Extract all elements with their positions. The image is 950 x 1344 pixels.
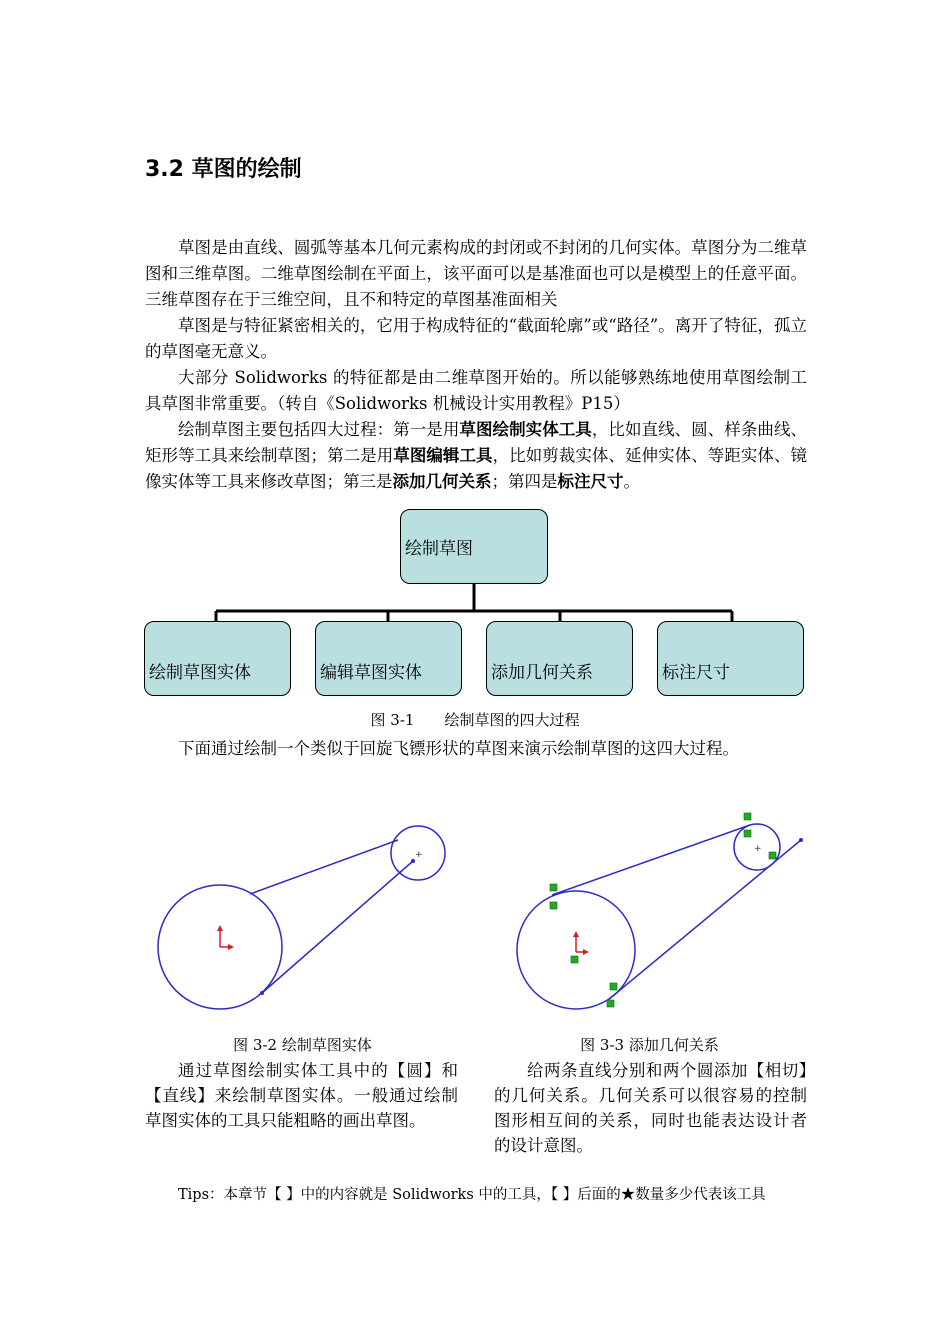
center-mark-icon: +: [415, 850, 423, 860]
figure-3-3-sketch: [500, 805, 820, 1030]
child-box-1: 绘制草图实体: [144, 621, 291, 696]
right-column-text: [494, 1058, 807, 1158]
line-endpoint: [260, 991, 264, 995]
child-box-4: 标注尺寸: [657, 621, 804, 696]
lower-line: [608, 840, 801, 1000]
tangent-relation-icon: [769, 852, 776, 859]
child-box-3: 添加几何关系: [486, 621, 633, 696]
upper-line: [552, 825, 750, 895]
paragraph-1: 草图是由直线、圆弧等基本几何元素构成的封闭或不封闭的几何实体。草图分为二维草图和三维草图。二维草图绘制在平面上，该平面可以是基准面也可以是模型上的任意平面。三维草图存在于三维空间，且不和特定的草图基准面相关: [145, 238, 807, 309]
p4-text-1: 绘制草图主要包括四大过程：第一是用: [178, 420, 460, 439]
tips-note: Tips：本章节【 】中的内容就是 Solidworks 中的工具，【 】后面的★数量多少代表该工具: [178, 1187, 766, 1203]
p4-bold-1: 草图绘制实体工具: [459, 420, 592, 439]
figure-3-2-caption: 图 3-2 绘制草图实体: [233, 1036, 372, 1054]
paragraph-3: 大部分 Solidworks 的特征都是由二维草图开始的。所以能够熟练地使用草图绘制工具草图非常重要。（转自《Solidworks 机械设计实用教程》P15）: [145, 368, 807, 413]
tangent-relation-icon: [607, 1000, 614, 1007]
child-box-2: 编辑草图实体: [315, 621, 462, 696]
p4-text-4: ；第四是: [491, 472, 558, 491]
p4-text-3: ，比如剪裁实体、延伸实体、等距实体、镜像实体等工具来修改草图；第三是: [145, 446, 808, 491]
p4-text-5: 。: [623, 472, 640, 491]
origin-icon: [573, 931, 589, 955]
root-box: 绘制草图: [400, 509, 548, 584]
center-mark-icon: +: [754, 844, 762, 854]
p4-bold-4: 标注尺寸: [557, 472, 624, 491]
figure-3-2-sketch: [140, 805, 470, 1030]
paragraph-5-wrap: [145, 736, 807, 762]
tangent-relation-icon: [571, 956, 578, 963]
tangent-relation-icon: [550, 902, 557, 909]
p4-bold-2: 草图编辑工具: [393, 446, 493, 465]
upper-line: [250, 840, 398, 894]
paragraph-2: 草图是与特征紧密相关的，它用于构成特征的“截面轮廓”或“路径”。离开了特征，孤立的草图毫无意义。: [145, 316, 807, 361]
line-endpoint: [799, 838, 803, 842]
left-column-text: [145, 1058, 458, 1133]
origin-icon: [217, 925, 234, 950]
figure-3-3-caption: 图 3-3 添加几何关系: [580, 1036, 719, 1054]
p4-text-2: ，比如直线、圆、样条曲线、矩形等工具来绘制草图；第二是用: [145, 420, 808, 465]
section-title: 3.2 草图的绘制: [145, 157, 302, 182]
tangent-relation-icon: [550, 884, 557, 891]
tangent-relation-icons: [550, 813, 776, 1007]
tangent-relation-icon: [744, 813, 751, 820]
p4-bold-3: 添加几何关系: [392, 472, 492, 491]
figure-3-1-caption: 图 3-1 绘制草图的四大过程: [370, 711, 580, 729]
left-column-paragraph: 通过草图绘制实体工具中的【圆】和【直线】来绘制草图实体。一般通过绘制草图实体的工具只能粗略的画出草图。: [145, 1061, 458, 1130]
paragraph-5: 下面通过绘制一个类似于回旋飞镖形状的草图来演示绘制草图的这四大过程。: [178, 739, 739, 758]
right-column-paragraph: 给两条直线分别和两个圆添加【相切】的几何关系。几何关系可以很容易的控制图形相互间的关系，同时也能表达设计者的设计意图。: [494, 1061, 807, 1155]
tangent-relation-icon: [744, 830, 751, 837]
tangent-relation-icon: [610, 983, 617, 990]
